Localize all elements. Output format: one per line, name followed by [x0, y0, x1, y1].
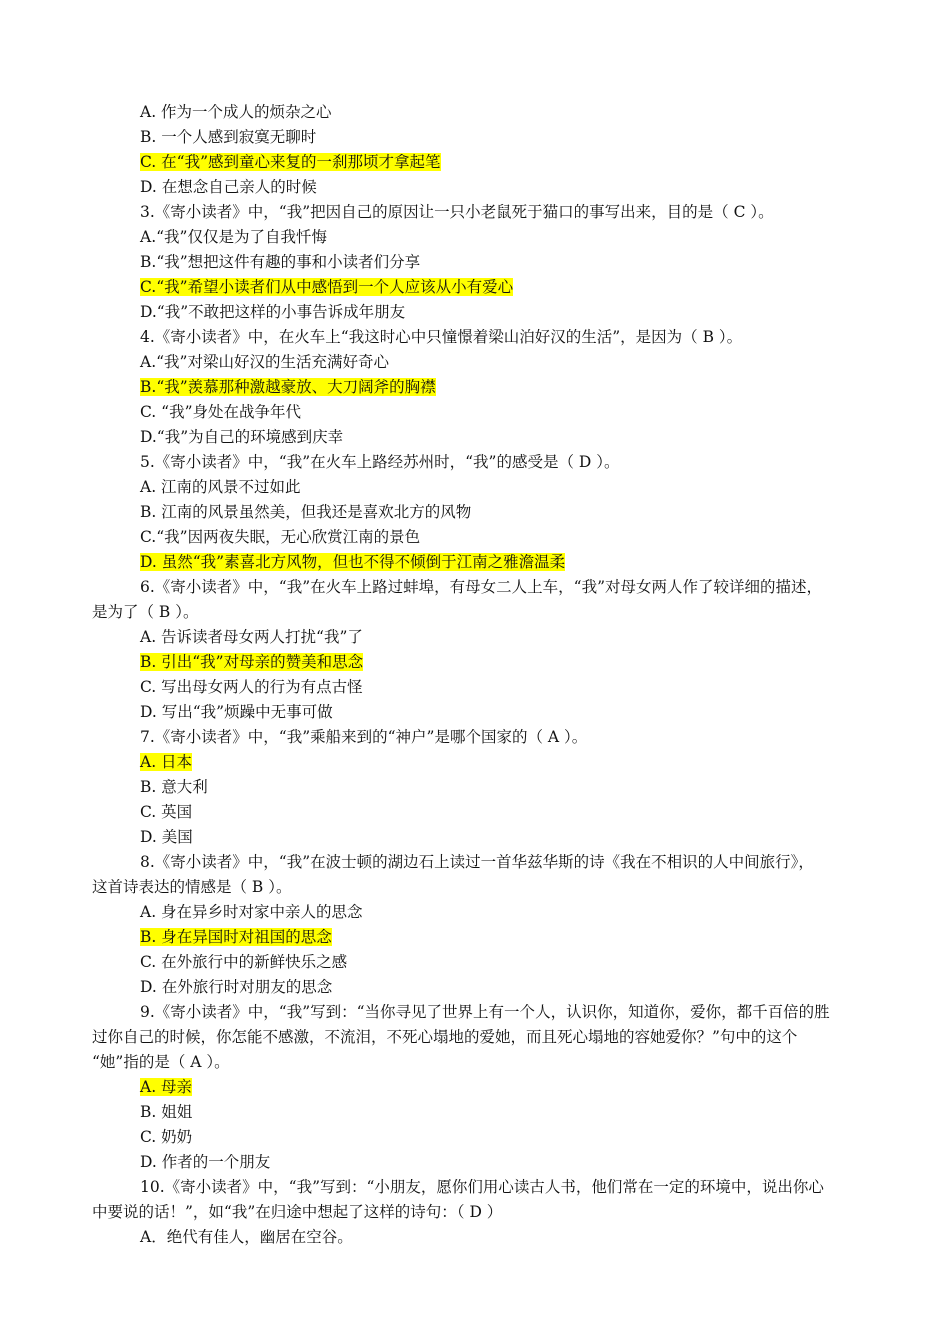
text-line — [92, 100, 872, 125]
options-block — [92, 625, 872, 850]
text-line — [92, 475, 872, 500]
line-text: 4.《寄小读者》中，在火车上“我这时心中只憧憬着梁山泊好汉的生活”，是因为（ B ）。 — [140, 328, 743, 346]
options-block — [92, 900, 872, 1000]
line-text: B. 一个人感到寂寞无聊时 — [140, 128, 317, 146]
line-text: D.“我”不敢把这样的小事告诉成年朋友 — [140, 303, 406, 321]
option-text: A．绝代有佳人，幽居在空谷。 — [140, 1228, 353, 1246]
line-text: A.“我”仅仅是为了自我忏悔 — [140, 228, 327, 246]
line-text: C. 英国 — [140, 803, 193, 821]
text-line — [92, 225, 872, 250]
question-6-line-1: 6.《寄小读者》中，“我”在火车上路过蚌埠，有母女二人上车，“我”对母女两人作了较详细的描述， — [140, 578, 822, 596]
highlighted-answer: B. 身在异国时对祖国的思念 — [140, 928, 332, 946]
highlighted-answer: C. 在“我”感到童心来复的一刹那顷才拿起笔 — [140, 153, 441, 171]
text-line — [92, 375, 872, 400]
highlighted-answer: B.“我”羡慕那种激越豪放、大刀阔斧的胸襟 — [140, 378, 436, 396]
line-text: A. 身在异乡时对家中亲人的思念 — [140, 903, 363, 921]
text-line — [92, 925, 872, 950]
line-text: 5.《寄小读者》中，“我”在火车上路经苏州时，“我”的感受是（ D ）。 — [140, 453, 620, 471]
line-text: D. 在想念自己亲人的时候 — [140, 178, 317, 196]
line-text: A. 告诉读者母女两人打扰“我”了 — [140, 628, 363, 646]
text-line — [92, 650, 872, 675]
line-text: 3.《寄小读者》中，“我”把因自己的原因让一只小老鼠死于猫口的事写出来，目的是（ C ）。 — [140, 203, 774, 221]
line-text: C.“我”因两夜失眠，无心欣赏江南的景色 — [140, 528, 421, 546]
text-line — [92, 1150, 872, 1175]
question-10-line-1: 10.《寄小读者》中，“我”写到：“小朋友，愿你们用心读古人书，他们常在一定的环境中，说出你心 — [140, 1178, 824, 1196]
line-text: D. 作者的一个朋友 — [140, 1153, 271, 1171]
options-block — [92, 1075, 872, 1175]
text-line — [92, 900, 872, 925]
text-line — [92, 400, 872, 425]
text-line — [92, 1125, 872, 1150]
text-line — [92, 775, 872, 800]
line-text: C. “我”身处在战争年代 — [140, 403, 302, 421]
question-9-line-2: 过你自己的时候，你怎能不感激，不流泪，不死心塌地的爱她，而且死心塌地的容她爱你？”句中的这个 — [92, 1028, 798, 1046]
document-body — [92, 100, 872, 1250]
highlighted-answer: C.“我”希望小读者们从中感悟到一个人应该从小有爱心 — [140, 278, 514, 296]
text-line — [92, 500, 872, 525]
text-line — [92, 450, 872, 475]
highlighted-answer: A. 日本 — [140, 753, 193, 771]
question-9-line-3: “她”指的是（ A ）。 — [92, 1053, 230, 1071]
text-line — [92, 800, 872, 825]
text-line — [92, 250, 872, 275]
text-line — [92, 750, 872, 775]
line-text: A. 江南的风景不过如此 — [140, 478, 301, 496]
line-text: B.“我”想把这件有趣的事和小读者们分享 — [140, 253, 421, 271]
highlighted-answer: B. 引出“我”对母亲的赞美和思念 — [140, 653, 364, 671]
options-block — [92, 100, 872, 575]
highlighted-answer: A. 母亲 — [140, 1078, 193, 1096]
text-line — [92, 725, 872, 750]
line-text: D. 在外旅行时对朋友的思念 — [140, 978, 333, 996]
question-8-line-2: 这首诗表达的情感是（ B ）。 — [92, 878, 292, 896]
line-text: D.“我”为自己的环境感到庆幸 — [140, 428, 344, 446]
line-text: C. 在外旅行中的新鲜快乐之感 — [140, 953, 348, 971]
text-line — [92, 700, 872, 725]
line-text: B. 姐姐 — [140, 1103, 193, 1121]
line-text: B. 意大利 — [140, 778, 208, 796]
text-line — [92, 275, 872, 300]
line-text: A.“我”对梁山好汉的生活充满好奇心 — [140, 353, 389, 371]
text-line — [92, 550, 872, 575]
text-line — [92, 150, 872, 175]
text-line — [92, 1100, 872, 1125]
text-line — [92, 525, 872, 550]
text-line — [92, 200, 872, 225]
text-line — [92, 950, 872, 975]
text-line — [92, 675, 872, 700]
question-10-line-2: 中要说的话！”，如“我”在归途中想起了这样的诗句：（ D ） — [92, 1203, 503, 1221]
question-9-line-1: 9.《寄小读者》中，“我”写到：“当你寻见了世界上有一个人，认识你，知道你，爱你，都千百倍的胜 — [140, 1003, 830, 1021]
text-line — [92, 175, 872, 200]
text-line — [92, 625, 872, 650]
text-line — [92, 825, 872, 850]
line-text: 7.《寄小读者》中，“我”乘船来到的“神户”是哪个国家的（ A ）。 — [140, 728, 588, 746]
text-line — [92, 1075, 872, 1100]
text-line — [92, 350, 872, 375]
line-text: C. 奶奶 — [140, 1128, 193, 1146]
text-line — [92, 975, 872, 1000]
highlighted-answer: D. 虽然“我”素喜北方风物，但也不得不倾倒于江南之雅澹温柔 — [140, 553, 566, 571]
line-text: D. 美国 — [140, 828, 193, 846]
text-line — [92, 300, 872, 325]
option-line — [92, 1225, 872, 1250]
line-text: B. 江南的风景虽然美，但我还是喜欢北方的风物 — [140, 503, 472, 521]
text-line — [92, 125, 872, 150]
text-line — [92, 325, 872, 350]
question-8-line-1: 8.《寄小读者》中，“我”在波士顿的湖边石上读过一首华兹华斯的诗《我在不相识的人中间旅行》， — [140, 853, 814, 871]
question-6-line-2: 是为了（ B ）。 — [92, 603, 199, 621]
line-text: A. 作为一个成人的烦杂之心 — [140, 103, 332, 121]
text-line — [92, 425, 872, 450]
line-text: C. 写出母女两人的行为有点古怪 — [140, 678, 363, 696]
line-text: D. 写出“我”烦躁中无事可做 — [140, 703, 333, 721]
